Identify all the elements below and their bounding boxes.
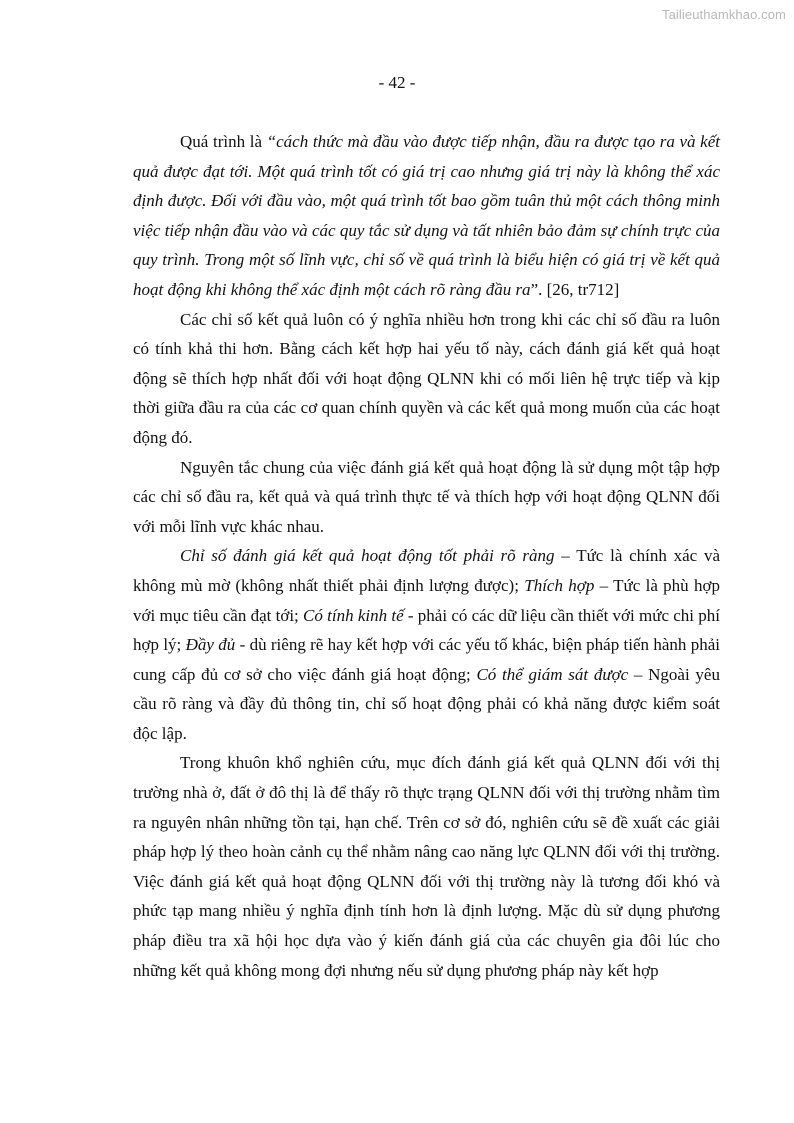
paragraph-1 (133, 127, 720, 305)
paragraph-2: Các chỉ số kết quả luôn có ý nghĩa nhiều hơn trong khi các chỉ số đầu ra luôn có tính khả thi hơn. Bằng cách kết hợp hai yếu tố này, cách đánh giá kết quả hoạt động sẽ thích hợp nhất đối với hoạt động QLNN khi có mối liên hệ trực tiếp và kịp thời giữa đầu ra của các cơ quan chính quyền và các kết quả mong muốn của các hoạt động đó. (133, 309, 720, 447)
paragraph-4 (133, 541, 720, 748)
document-body (133, 127, 720, 985)
paragraph-3: Nguyên tắc chung của việc đánh giá kết quả hoạt động là sử dụng một tập hợp các chỉ số đầu ra, kết quả và quá trình thực tế và thích hợp với hoạt động QLNN đối với mỗi lĩnh vực khác nhau. (133, 457, 720, 536)
criterion-economic-desc: - phải có các dữ liệu cần thiết với mức chi phí hợp lý; (133, 605, 720, 655)
criterion-economic: Có tính kinh tế (303, 605, 404, 625)
criterion-relevant: Thích hợp (524, 575, 595, 595)
paragraph-1-citation: ”. [26, tr712] (530, 279, 620, 299)
paragraph-5: Trong khuôn khổ nghiên cứu, mục đích đánh giá kết quả QLNN đối với thị trường nhà ở, đất ở đô thị là để thấy rõ thực trạng QLNN đối với thị trường nhằm tìm ra nguyên nhân những tồn tại, hạn chế. Trên cơ sở đó, nghiên cứu sẽ đề xuất các giải pháp hợp lý theo hoàn cảnh cụ thể nhằm nâng cao năng lực QLNN đối với thị trường. Việc đánh giá kết quả hoạt động QLNN đối với thị trường này là tương đối khó và phức tạp mang nhiều ý nghĩa định tính hơn là định lượng. Mặc dù sử dụng phương pháp điều tra xã hội học dựa vào ý kiến đánh giá của các chuyên gia đôi lúc cho những kết quả không mong đợi nhưng nếu sử dụng phương pháp này kết hợp (133, 753, 720, 980)
watermark: Tailieuthamkhao.com (661, 7, 786, 22)
criterion-monitorable: Có thể giám sát được (476, 664, 629, 684)
criterion-clear-desc: – Tức là chính xác và không mù mờ (không nhất thiết phải định lượng được); (133, 546, 721, 595)
criterion-complete: Đầy đủ (185, 635, 236, 655)
criterion-complete-desc: - dù riêng rẽ hay kết hợp với các yếu tố khác, biện pháp tiến hành phải cung cấp đủ cơ sở cho việc đánh giá hoạt động; (133, 635, 720, 684)
criterion-relevant-desc: – Tức là phù hợp với mục tiêu cần đạt tới; (133, 575, 720, 625)
criterion-monitorable-desc: – Ngoài yêu cầu rõ ràng và đầy đủ thông tin, chỉ số hoạt động phải có khả năng được kiểm soát độc lập. (133, 664, 720, 743)
criterion-clear: Chỉ số đánh giá kết quả hoạt động tốt phải rõ ràng (180, 546, 555, 566)
paragraph-1-quote: “cách thức mà đầu vào được tiếp nhận, đầu ra được tạo ra và kết quả được đạt tới. Một quá trình tốt có giá trị cao nhưng giá trị này là không thể xác định được. Đối với đầu vào, một quá trình tốt bao gồm tuân thủ một cách thông minh việc tiếp nhận đầu vào và các quy tắc sử dụng và tất nhiên bảo đảm sự chính trực của quy trình. Trong một số lĩnh vực, chỉ số về quá trình là biểu hiện có giá trị về kết quả hoạt động khi không thể xác định một cách rõ ràng đầu ra (133, 132, 720, 299)
page-number: - 42 - (378, 73, 416, 92)
paragraph-1-intro: Quá trình là (180, 132, 267, 151)
